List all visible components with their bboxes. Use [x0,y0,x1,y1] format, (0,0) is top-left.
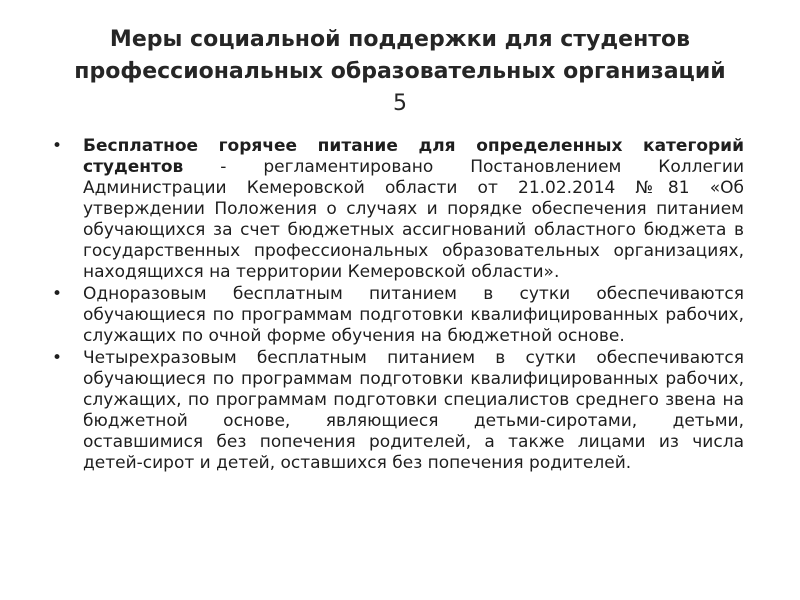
slide-number: 5 [393,91,407,116]
bullet-icon: • [52,348,63,368]
bullet-icon: • [52,284,63,304]
slide-title-text: Меры социальной поддержки для студентов профессиональных образовательных организаций [74,27,726,84]
bullet-item-single-meal [52,284,744,347]
bullet-text: - регламентировано Постановлением Коллегии Администрации Кемеровской области от 21.02.2014 №81 «Об утверждении Положения о случаях и порядке обеспечения питанием обучающихся за счет бюджетных ассигнований областного бюджета в государственных профессиональных образовательных организациях, находящихся на территории Кемеровской области». [83,157,744,282]
bullet-item-free-hot-meals [52,136,744,283]
bullet-icon: • [52,136,63,156]
slide-title [70,24,730,120]
bullet-text: Четырехразовым бесплатным питанием в сутки обеспечиваются обучающиеся по программам подготовки квалифицированных рабочих, служащих, по программам подготовки специалистов среднего звена на бюджетной основе, являющиеся детьми-сиротами, детьми, оставшимися без попечения родителей, а также лицами из числа детей-сирот и детей, оставшихся без попечения родителей. [83,348,744,473]
bullet-item-four-meals [52,348,744,474]
bullet-heading: Бесплатное горячее питание для определенных категорий студентов [83,136,744,177]
bullet-list [52,136,744,475]
bullet-text: Одноразовым бесплатным питанием в сутки обеспечиваются обучающиеся по программам подготовки квалифицированных рабочих, служащих по очной форме обучения на бюджетной основе. [83,284,744,346]
